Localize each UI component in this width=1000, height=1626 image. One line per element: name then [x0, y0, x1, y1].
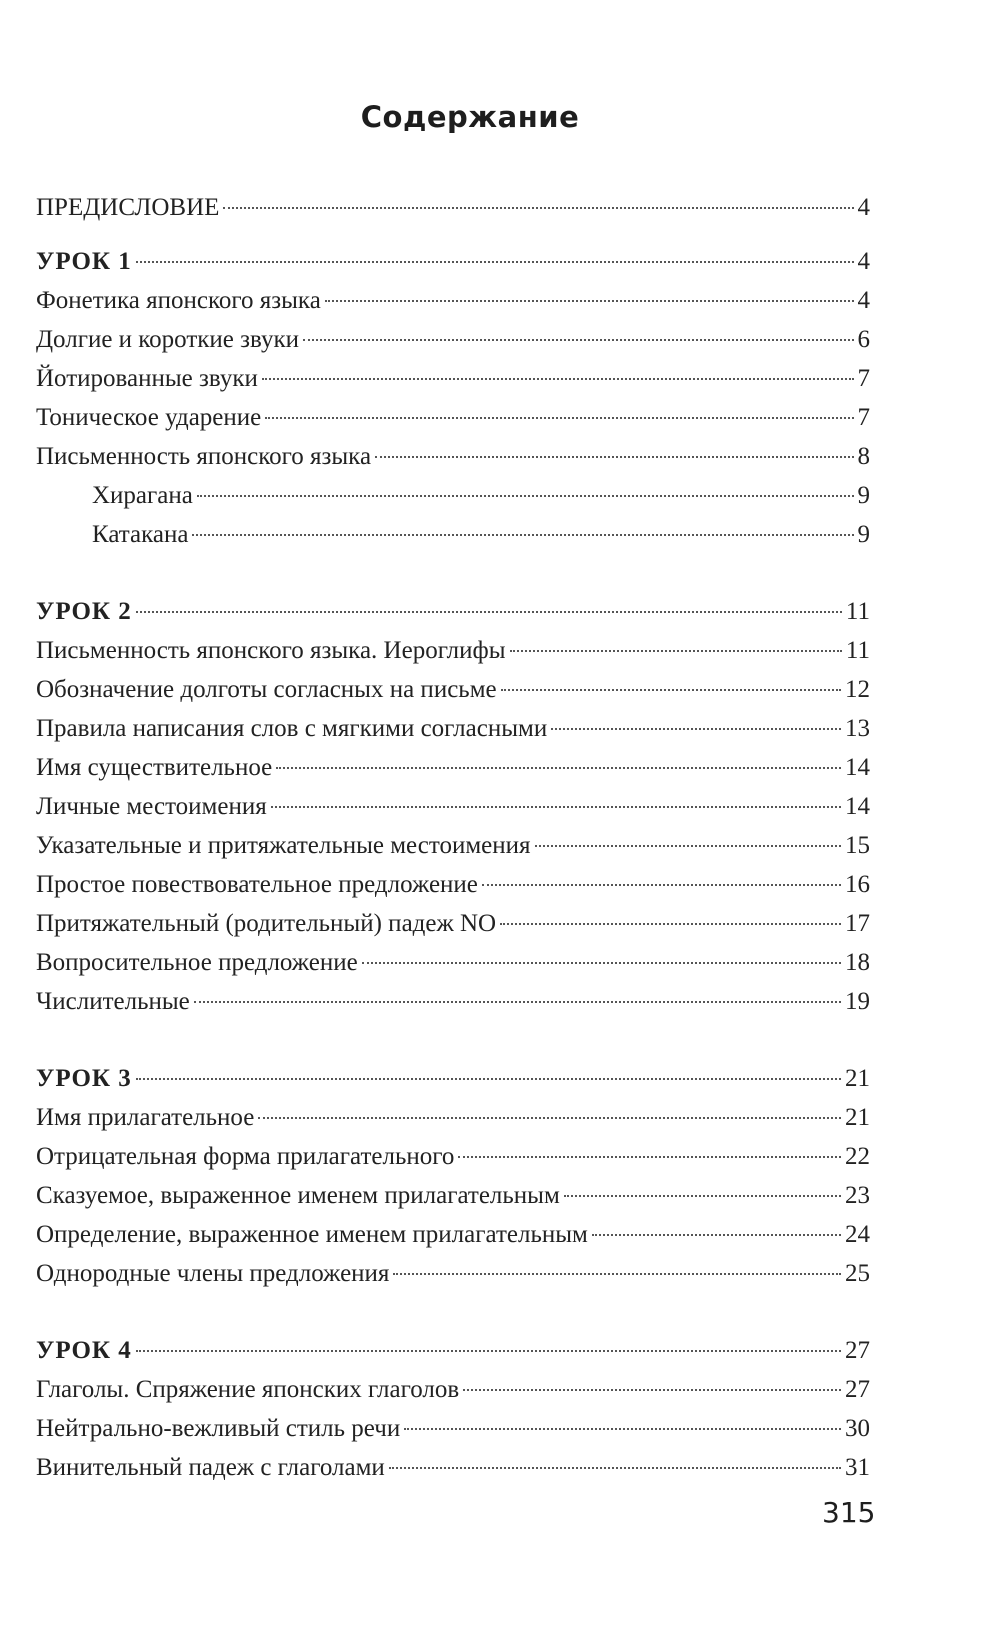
toc-entry-page: 14 [845, 793, 870, 820]
toc-entry-label: УРОК 4 [36, 1337, 132, 1364]
toc-entry-page: 21 [845, 1104, 870, 1131]
toc-entry-label: УРОК 3 [36, 1065, 132, 1092]
toc-entry-page: 19 [845, 988, 870, 1015]
toc-entry [36, 1215, 870, 1254]
toc-entry-page: 16 [845, 871, 870, 898]
dot-leader [389, 1467, 841, 1469]
toc-entry-label: Катакана [92, 521, 189, 548]
toc-entry-page: 23 [845, 1182, 870, 1209]
toc-entry-page: 8 [857, 443, 870, 470]
toc-entry-lesson-4 [36, 1331, 870, 1370]
toc-entry [36, 982, 870, 1021]
dot-leader [258, 1117, 841, 1119]
toc-entry-page: 12 [845, 676, 870, 703]
dot-leader [404, 1428, 841, 1430]
toc-entry-lesson-3 [36, 1059, 870, 1098]
toc-entry-label: УРОК 2 [36, 598, 132, 625]
toc-entry-label: Указательные и притяжательные местоимения [36, 832, 531, 859]
toc-entry-label: Вопросительное предложение [36, 949, 358, 976]
dot-leader [592, 1234, 841, 1236]
dot-leader [136, 611, 842, 613]
toc-entry-label: Однородные члены предложения [36, 1260, 390, 1287]
toc-entry [36, 670, 870, 709]
toc-entry-label: Тоническое ударение [36, 404, 262, 431]
dot-leader [136, 1350, 841, 1352]
dot-leader [303, 339, 853, 341]
toc-entry-page: 18 [845, 949, 870, 976]
toc-entry [36, 787, 870, 826]
toc-entry-page: 27 [845, 1376, 870, 1403]
toc-entry [36, 1370, 870, 1409]
dot-leader [564, 1195, 841, 1197]
toc-entry-label: Обозначение долготы согласных на письме [36, 676, 497, 703]
toc-entry [36, 709, 870, 748]
dot-leader [271, 806, 841, 808]
toc-entry-label: Личные местоимения [36, 793, 267, 820]
toc-entry-label: Притяжательный (родительный) падеж NO [36, 910, 497, 937]
toc-entry-page: 7 [857, 365, 870, 392]
page-number: 315 [822, 1496, 876, 1529]
toc-entry [36, 1176, 870, 1215]
toc-entry-lesson-2 [36, 592, 870, 631]
toc-entry-page: 22 [845, 1143, 870, 1170]
toc-entry [36, 748, 870, 787]
toc-entry [36, 437, 870, 476]
toc-entry [36, 943, 870, 982]
toc-entry-page: 13 [845, 715, 870, 742]
toc-entry-page: 4 [857, 248, 870, 275]
toc-entry-label: Правила написания слов с мягкими согласными [36, 715, 548, 742]
dot-leader [197, 495, 854, 497]
toc-entry [36, 1409, 870, 1448]
toc-entry [36, 865, 870, 904]
toc-entry-page: 9 [857, 521, 870, 548]
toc-entry-page: 6 [857, 326, 870, 353]
dot-leader [501, 689, 841, 691]
toc-entry-label: Долгие и короткие звуки [36, 326, 300, 353]
toc-entry [36, 1254, 870, 1293]
toc-entry-page: 31 [845, 1454, 870, 1481]
toc-entry-label: Йотированные звуки [36, 365, 258, 392]
toc-entry-page: 27 [845, 1337, 870, 1364]
toc-entry [36, 826, 870, 865]
toc-entry-label: УРОК 1 [36, 248, 132, 275]
toc-entry-lesson-1 [36, 242, 870, 281]
dot-leader [223, 207, 853, 209]
toc-entry-label: Глаголы. Спряжение японских глаголов [36, 1376, 460, 1403]
toc-entry-label: Письменность японского языка [36, 443, 372, 470]
toc-entry [36, 320, 870, 359]
toc-entry [36, 631, 870, 670]
dot-leader [535, 845, 841, 847]
dot-leader [482, 884, 841, 886]
dot-leader [325, 300, 854, 302]
dot-leader [393, 1273, 841, 1275]
dot-leader [375, 456, 853, 458]
toc-entry-page: 15 [845, 832, 870, 859]
toc-entry-page: 21 [845, 1065, 870, 1092]
toc-entry-label: Имя прилагательное [36, 1104, 255, 1131]
toc-entry-page: 7 [857, 404, 870, 431]
dot-leader [192, 534, 853, 536]
toc-entry-label: Отрицательная форма прилагательного [36, 1143, 455, 1170]
toc-entry-page: 25 [845, 1260, 870, 1287]
dot-leader [262, 378, 854, 380]
dot-leader [276, 767, 841, 769]
toc-subentry [36, 476, 870, 515]
dot-leader [136, 1078, 841, 1080]
toc-entry [36, 398, 870, 437]
toc-entry-label: Письменность японского языка. Иероглифы [36, 637, 506, 664]
toc-entry-preface [36, 188, 870, 227]
dot-leader [551, 728, 841, 730]
toc-entry-page: 11 [845, 598, 870, 625]
toc-entry-page: 4 [857, 287, 870, 314]
toc-entry-label: Фонетика японского языка [36, 287, 321, 314]
toc-entry [36, 281, 870, 320]
dot-leader [362, 962, 841, 964]
toc-entry [36, 1448, 870, 1487]
toc-entry-label: Винительный падеж с глаголами [36, 1454, 385, 1481]
toc-entry-label: ПРЕДИСЛОВИЕ [36, 194, 220, 221]
toc-subentry [36, 515, 870, 554]
toc-entry-page: 9 [857, 482, 870, 509]
dot-leader [194, 1001, 841, 1003]
toc-entry-page: 4 [857, 194, 870, 221]
toc-entry-label: Определение, выраженное именем прилагательным [36, 1221, 588, 1248]
toc-entry [36, 359, 870, 398]
dot-leader [500, 923, 841, 925]
toc-entry-label: Числительные [36, 988, 190, 1015]
toc-entry [36, 1137, 870, 1176]
dot-leader [265, 417, 853, 419]
toc-entry-label: Хирагана [92, 482, 193, 509]
toc-entry-page: 24 [845, 1221, 870, 1248]
dot-leader [510, 650, 842, 652]
toc-entry [36, 904, 870, 943]
toc-entry-page: 14 [845, 754, 870, 781]
table-of-contents [36, 188, 870, 1487]
toc-entry-label: Простое повествовательное предложение [36, 871, 478, 898]
toc-entry [36, 1098, 870, 1137]
dot-leader [463, 1389, 841, 1391]
dot-leader [136, 261, 854, 263]
toc-entry-label: Нейтрально-вежливый стиль речи [36, 1415, 401, 1442]
toc-entry-label: Имя существительное [36, 754, 273, 781]
toc-entry-label: Сказуемое, выраженное именем прилагательным [36, 1182, 560, 1209]
toc-entry-page: 17 [845, 910, 870, 937]
page-title: Содержание [360, 100, 580, 134]
dot-leader [458, 1156, 841, 1158]
toc-entry-page: 30 [845, 1415, 870, 1442]
toc-entry-page: 11 [845, 637, 870, 664]
